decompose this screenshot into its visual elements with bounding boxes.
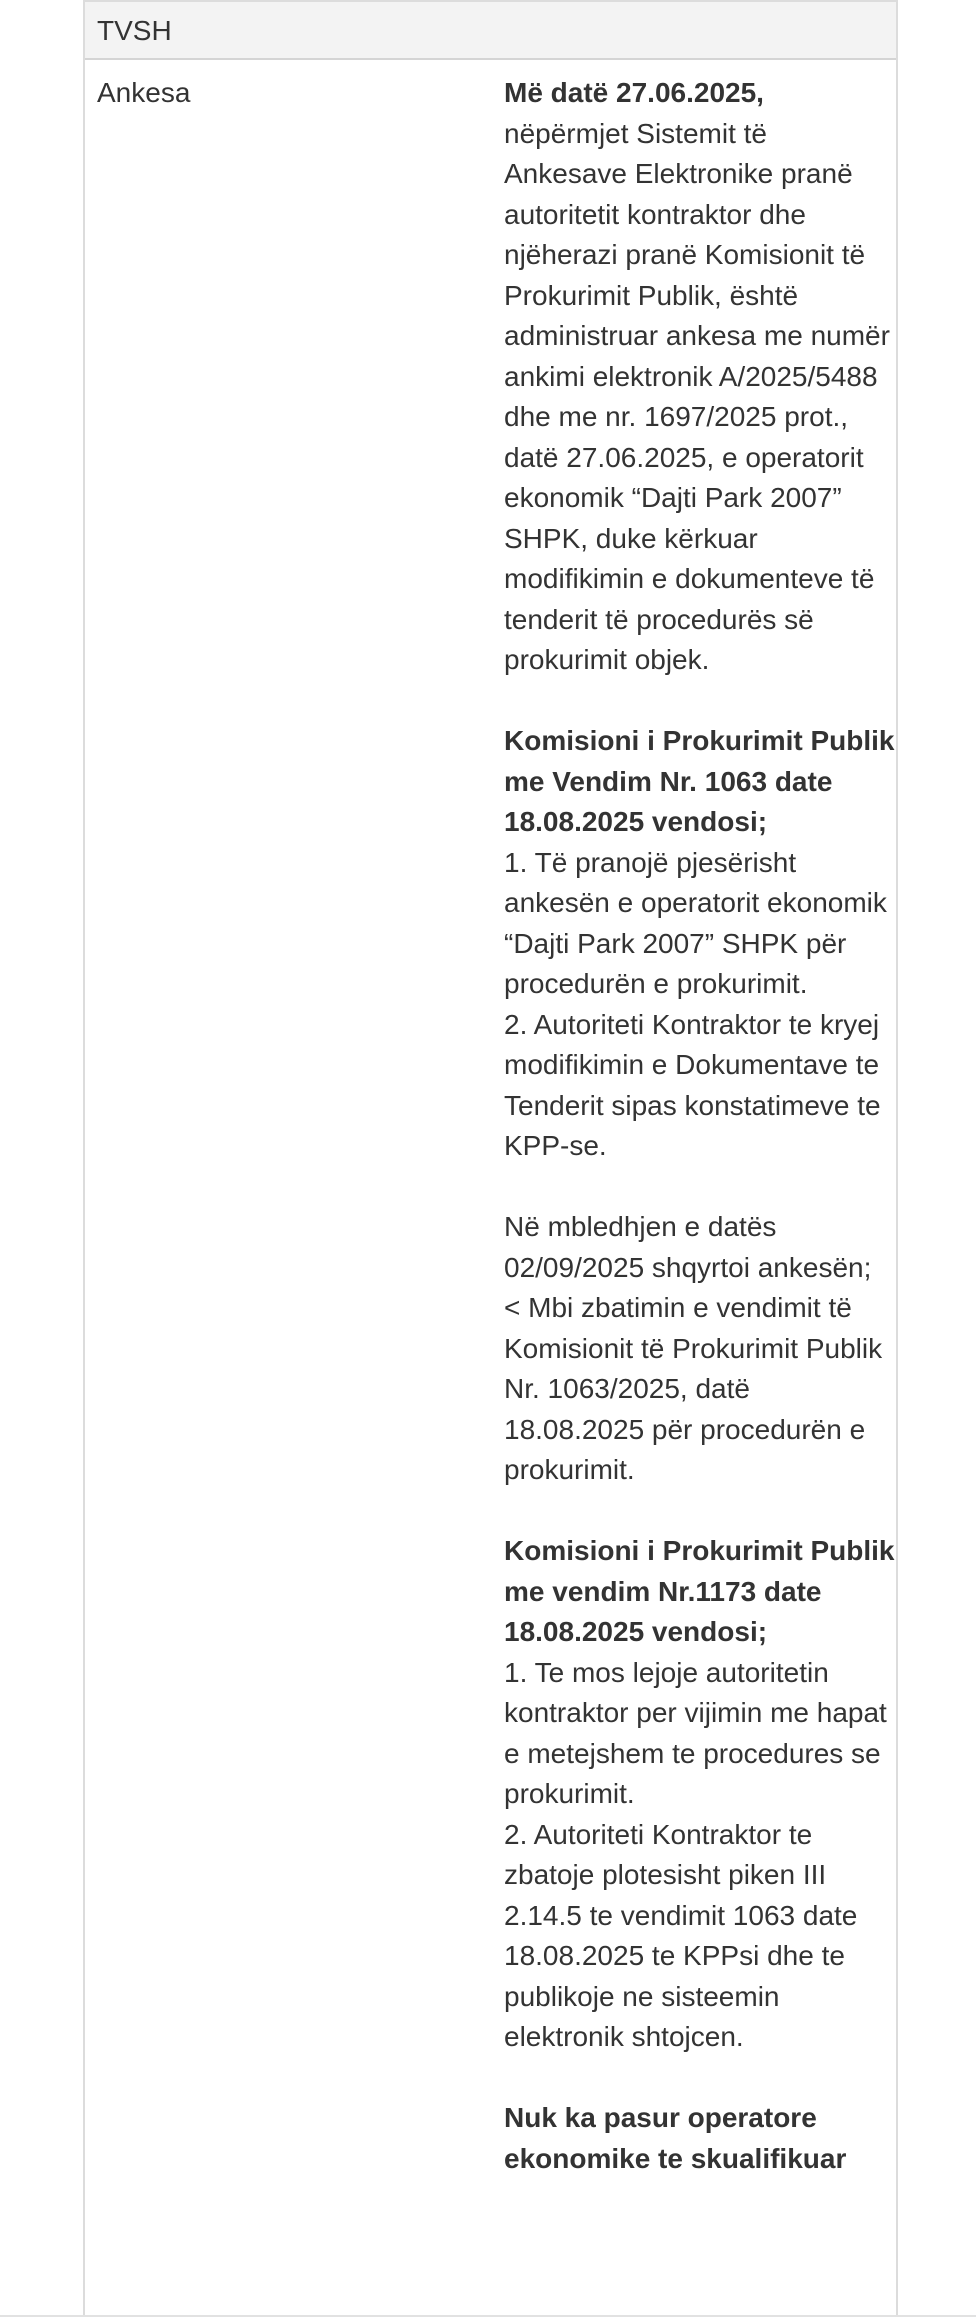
disqualified-operators-note: Nuk ka pasur operatore ekonomike te skualifikuar xyxy=(504,2102,847,2174)
appeal-date-heading: Më datë 27.06.2025, xyxy=(504,77,764,108)
decision-1173-heading: Komisioni i Prokurimit Publik me vendim Nr.1173 date 18.08.2025 vendosi; xyxy=(504,1535,895,1647)
ankesa-value xyxy=(504,73,896,2179)
decision-1173-item-2: 2. Autoriteti Kontraktor te zbatoje plotesisht piken III 2.14.5 te vendimit 1063 date 18.08.2025 te KPPsi dhe te publikoje ne sisteemin elektronik shtojcen. xyxy=(504,1818,858,2052)
info-table xyxy=(83,0,898,2317)
decision-1063-heading: Komisioni i Prokurimit Publik me Vendim Nr. 1063 date 18.08.2025 vendosi; xyxy=(504,725,895,837)
meeting-text: Në mbledhjen e datës 02/09/2025 shqyrtoi ankesën; xyxy=(504,1211,872,1283)
table-header-row xyxy=(85,0,896,60)
implementation-text: < Mbi zbatimin e vendimit të Komisionit të Prokurimit Publik Nr. 1063/2025, datë 18.08.2025 për procedurën e prokurimit. xyxy=(504,1292,883,1485)
decision-1063-item-1: 1. Të pranojë pjesërisht ankesën e operatorit ekonomik “Dajti Park 2007” SHPK për procedurën e prokurimit. xyxy=(504,846,887,999)
decision-1063-item-2: 2. Autoriteti Kontraktor te kryej modifikimin e Dokumentave te Tenderit sipas konstatimeve te KPP-se. xyxy=(504,1008,881,1161)
ankesa-label: Ankesa xyxy=(97,77,191,108)
tvsh-label: TVSH xyxy=(97,15,172,46)
appeal-description: nëpërmjet Sistemit të Ankesave Elektronike pranë autoritetit kontraktor dhe njëherazi pranë Komisionit të Prokurimit Publik, është administruar ankesa me numër ankimi elektronik A/2025/5488 dhe me nr. 1697/2025 prot., datë 27.06.2025, e operatorit ekonomik “Dajti Park 2007” SHPK, duke kërkuar modifikimin e dokumenteve të tenderit të procedurës së prokurimit objek. xyxy=(504,117,890,675)
decision-1173-item-1: 1. Te mos lejoje autoritetin kontraktor per vijimin me hapat e metejshem te procedures se prokurimit. xyxy=(504,1656,887,1809)
